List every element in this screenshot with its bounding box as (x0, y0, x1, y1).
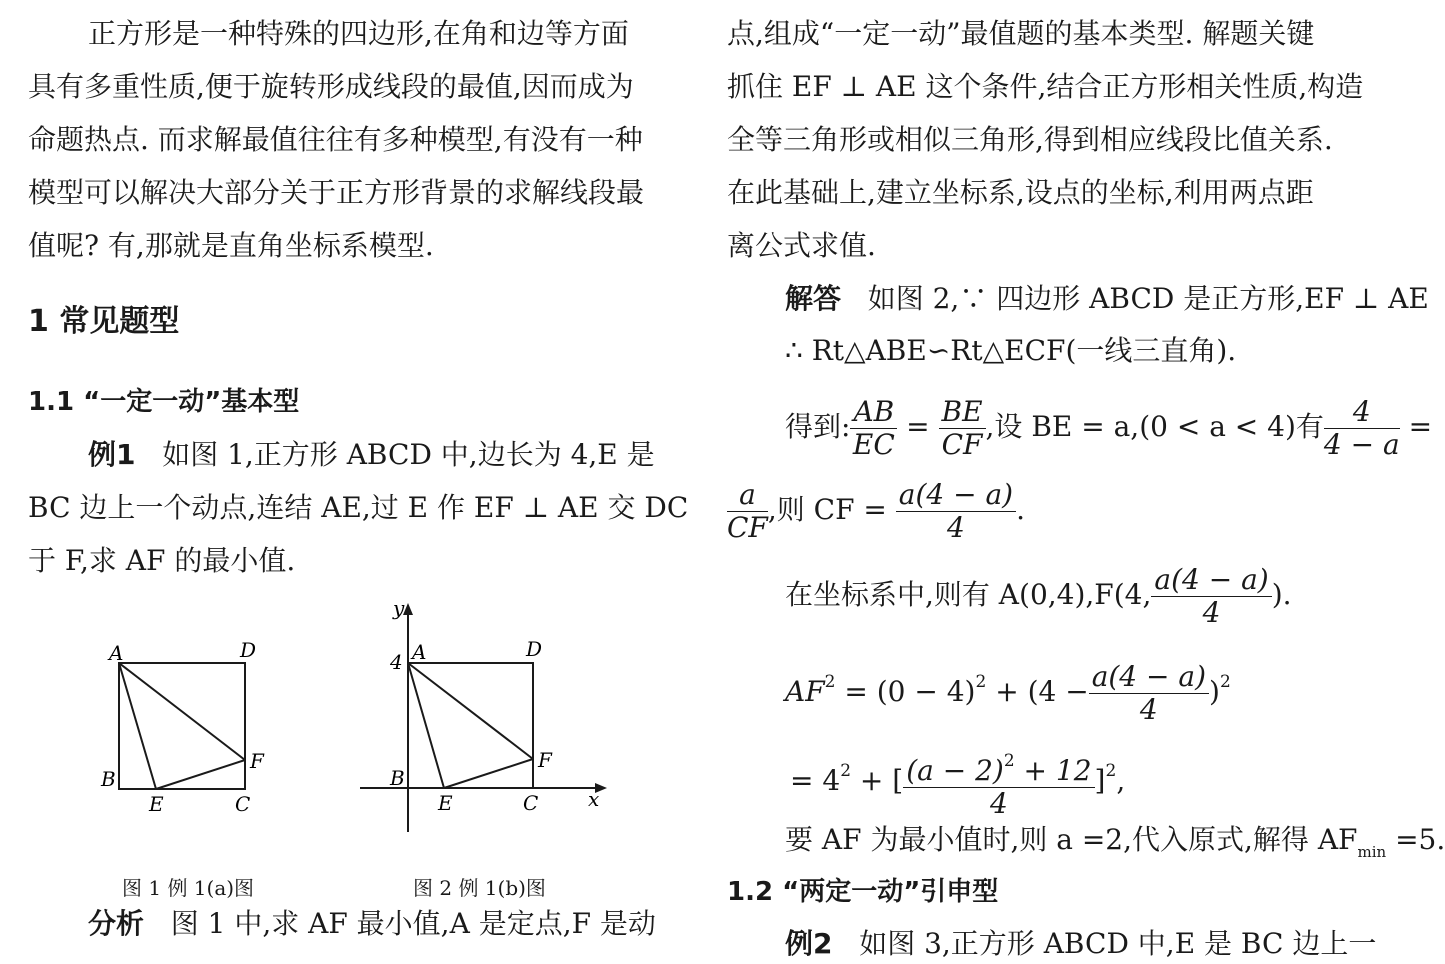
label-f-2: F (538, 748, 552, 772)
coord-text: 在坐标系中,则有 A(0,4),F(4, (785, 578, 1152, 611)
frac-num-completed (903, 745, 1094, 788)
example-2-line (785, 924, 1376, 964)
af2-mid2: + (4 − (986, 675, 1089, 708)
example-1-line-1 (88, 435, 655, 475)
label-a-2: A (412, 640, 427, 664)
y-axis-arrow-icon (403, 603, 413, 615)
label-f: F (250, 749, 264, 773)
frac-den-4-2: 4 (1202, 596, 1221, 629)
sup-2-b: 2 (975, 672, 987, 692)
example-text-1: 如图 1,正方形 ABCD 中,边长为 4,E 是 (162, 438, 655, 471)
label-y: y (393, 596, 405, 620)
label-c-2: C (523, 791, 539, 815)
frac-num-a4ma: a(4 − a) (896, 479, 1016, 512)
sup-2-e: 2 (1003, 751, 1015, 771)
label-e: E (149, 792, 164, 816)
eq2-end: ] (1094, 764, 1106, 797)
frac-num-be: BE (939, 396, 986, 429)
intro-line-3: 命题热点. 而求解最值往往有多种模型,有没有一种 (28, 123, 643, 156)
minimum-line (785, 820, 1445, 872)
right-line-2: 抓住 EF ⊥ AE 这个条件,结合正方形相关性质,构造 (727, 70, 1364, 103)
example-2-label: 例2 (785, 927, 833, 960)
example-1-line-3: 于 F,求 AF 的最小值. (28, 544, 296, 577)
intro-line-2: 具有多重性质,便于旋转形成线段的最值,因而成为 (28, 70, 634, 103)
right-line-3: 全等三角形或相似三角形,得到相应线段比值关系. (727, 123, 1333, 156)
fraction-a4ma-4-coord (1151, 564, 1271, 629)
label-b-2: B (390, 766, 405, 790)
frac-den-4-4: 4 (989, 787, 1008, 820)
frac-den-cf: CF (941, 428, 983, 461)
segment-af (119, 663, 245, 760)
min-text: 要 AF 为最小值时,则 a =2,代入原式,解得 AF (785, 823, 1358, 856)
cf-equation: $\frac{a}{CF}$ ,则 CF = $\frac{a(4 - a)}{4}$ . (727, 478, 1025, 544)
figure-1-diagram (95, 635, 285, 820)
segment-af-2 (408, 663, 533, 759)
intro-line-4: 模型可以解决大部分关于正方形背景的求解线段最 (28, 176, 645, 209)
coordinate-line (785, 563, 1292, 629)
set-text: ,设 BE = a,(0 < a < 4)有 (985, 410, 1324, 443)
ratio-equation: 得到: $\frac{AB}{EC}$ = $\frac{BE}{CF}$ ,设 BE = a,(0 < a < 4)有 $\frac{4}{4 - a}$ = (785, 395, 1433, 461)
answer-label: 解答 (785, 282, 842, 315)
example-1-line-2: BC 边上一个动点,连结 AE,过 E 作 EF ⊥ AE 交 DC (28, 491, 689, 524)
example-label: 例1 (88, 438, 136, 471)
fraction-a4ma-4-af (1089, 661, 1209, 726)
right-line-4: 在此基础上,建立坐标系,设点的坐标,利用两点距 (727, 176, 1314, 209)
figure-2-diagram (355, 597, 615, 837)
fraction-completed-square (903, 745, 1094, 820)
frac-num-a4ma-2: a(4 − a) (1151, 564, 1271, 597)
frac-num-a4ma-3: a(4 − a) (1089, 661, 1209, 694)
af2-mid: = (0 − 4) (835, 675, 976, 708)
segment-ef (156, 760, 245, 789)
frac-den-4-3: 4 (1139, 693, 1158, 726)
sup-2-a: 2 (824, 672, 836, 692)
af2-end: ) (1209, 675, 1220, 708)
sup-2-c: 2 (1219, 672, 1231, 692)
right-line-5: 离公式求值. (727, 229, 876, 262)
label-4: 4 (390, 650, 403, 674)
segment-ae (119, 663, 156, 789)
therefore-line: ∴ Rt△ABE∽Rt△ECF(一线三直角). (785, 334, 1237, 367)
fraction-be-cf (939, 396, 986, 461)
answer-text: 如图 2,∵ 四边形 ABCD 是正方形,EF ⊥ AE (867, 282, 1429, 315)
sup-2-f: 2 (1105, 761, 1117, 781)
analysis-line (88, 904, 656, 944)
frac-den-4ma: 4 − a (1323, 428, 1400, 461)
frac-den-ec: EC (852, 428, 895, 461)
label-d-2: D (526, 637, 543, 661)
figure-1-caption: 图 1 例 1(a)图 (122, 876, 255, 900)
eq2-prefix: = 4 (790, 764, 841, 797)
label-e-2: E (438, 791, 453, 815)
then-cf-text: ,则 CF = (767, 493, 887, 526)
label-a: A (109, 641, 124, 665)
subsection-heading-1-2: 1.2 “两定一动”引申型 (727, 877, 999, 907)
min-val: =5. (1386, 823, 1445, 856)
right-line-1: 点,组成“一定一动”最值题的基本类型. 解题关键 (727, 17, 1315, 50)
subsection-heading-1-1: 1.1 “一定一动”基本型 (28, 387, 300, 417)
eq2-num: (a − 2) (906, 754, 1004, 787)
answer-line (785, 279, 1429, 319)
segment-ae-2 (408, 663, 444, 788)
fraction-ab-ec (850, 396, 897, 461)
section-heading-1: 1 常见题型 (28, 304, 180, 339)
label-d: D (240, 638, 257, 662)
intro-line-1: 正方形是一种特殊的四边形,在角和边等方面 (88, 17, 629, 50)
fraction-a-cf (727, 479, 768, 544)
coord-end: ). (1271, 578, 1292, 611)
frac-num-a: a (727, 479, 768, 512)
segment-ef-2 (444, 759, 533, 788)
eq2-mid: + [ (851, 764, 904, 797)
sup-2-d: 2 (840, 761, 852, 781)
analysis-label: 分析 (88, 907, 145, 940)
intro-line-5: 值呢? 有,那就是直角坐标系模型. (28, 229, 434, 262)
eq2-num2: + 12 (1014, 754, 1092, 787)
fraction-4-4ma (1324, 396, 1400, 461)
analysis-text: 图 1 中,求 AF 最小值,A 是定点,F 是动 (170, 907, 656, 940)
got-prefix: 得到: (785, 410, 851, 443)
af-squared-equation (785, 650, 1231, 726)
af-symbol: AF (785, 675, 825, 708)
figure-2-caption: 图 2 例 1(b)图 (413, 876, 546, 900)
completed-square-equation (790, 739, 1125, 820)
min-subscript: min (1357, 843, 1387, 861)
label-c: C (235, 792, 251, 816)
frac-den-cf-2: CF (727, 511, 768, 544)
fraction-a4ma-4 (896, 479, 1016, 544)
frac-num-ab: AB (850, 396, 897, 429)
frac-num-4: 4 (1324, 396, 1400, 429)
label-b: B (101, 767, 116, 791)
label-x: x (588, 787, 600, 811)
frac-den-4: 4 (947, 511, 965, 544)
eq2-tail: , (1116, 764, 1126, 797)
example-2-text: 如图 3,正方形 ABCD 中,E 是 BC 边上一 (859, 927, 1377, 960)
